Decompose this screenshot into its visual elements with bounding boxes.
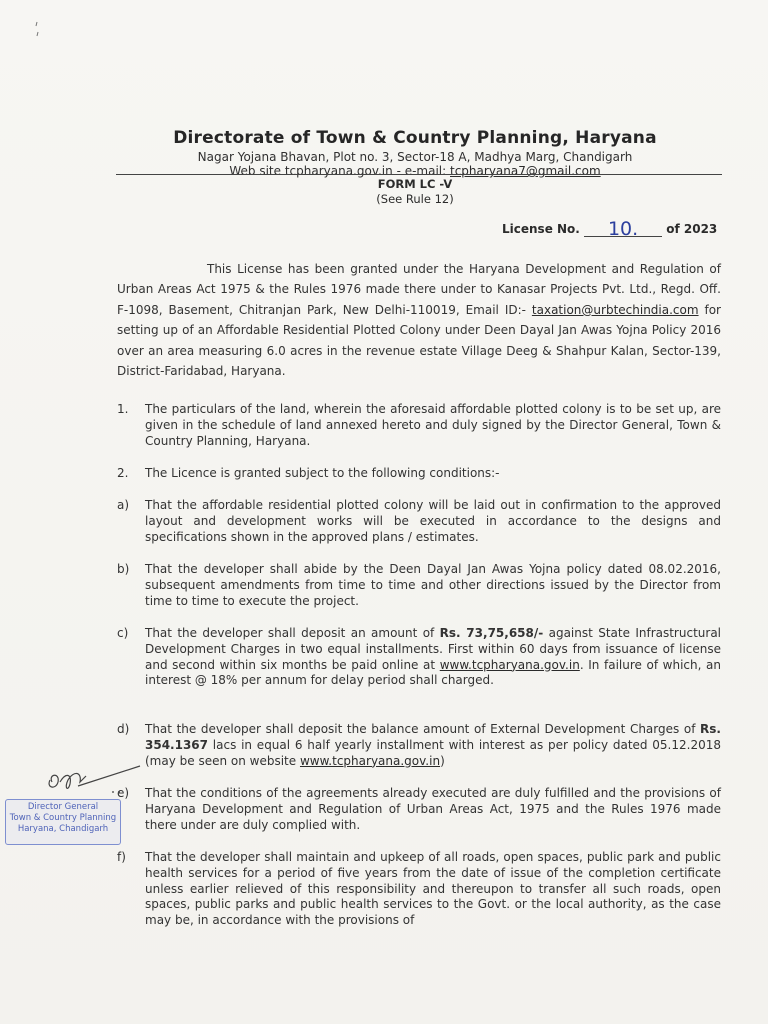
email-link[interactable]: tcpharyana7@gmail.com <box>450 164 601 178</box>
clause-text: The Licence is granted subject to the following conditions:- <box>145 466 500 480</box>
condition-c <box>117 626 721 689</box>
stamp-line-3: Haryana, Chandigarh <box>17 824 109 834</box>
condition-d-text-3: ) <box>440 753 445 768</box>
condition-b <box>117 562 721 609</box>
organization-address: Nagar Yojana Bhavan, Plot no. 3, Sector-18 A, Madhya Marg, Chandigarh <box>197 150 633 164</box>
stamp-line-2: Town & Country Planning <box>9 813 117 823</box>
sidc-amount: Rs. 73,75,658/- <box>439 626 544 640</box>
license-label: License No. <box>502 222 585 236</box>
condition-text: That the developer shall abide by the Deen Dayal Jan Awas Yojna policy dated 08.02.2016, subsequent amendments from time to time and other directions issued by the Director from time to time to execute the project. <box>145 562 721 608</box>
corner-pen-mark <box>32 20 42 40</box>
organization-title: Directorate of Town & Country Planning, Haryana <box>173 128 657 148</box>
rule-reference: (See Rule 12) <box>376 192 454 206</box>
clause-1 <box>117 402 721 449</box>
condition-label: f) <box>117 850 126 864</box>
condition-label: e) <box>117 786 130 800</box>
condition-c-text-1: That the developer shall deposit an amount of <box>145 626 440 640</box>
intro-text-2: for setting up of an Affordable Residential Plotted Colony under Deen Dayal Jan Awas Yojna Policy 2016 over an area measuring 6.0 acres in the revenue estate Village Deeg & Shahpur Kalan, Sector-139, District-Faridabad, Haryana. <box>117 302 721 379</box>
official-stamp <box>5 799 121 845</box>
condition-text: That the affordable residential plotted colony will be laid out in confirmation to the approved layout and development works will be executed in accordance to the designs and specifications shown in the approved plans / estimates. <box>145 498 721 544</box>
license-number-line <box>502 218 718 240</box>
condition-label: c) <box>117 626 129 640</box>
stamp-line-1: Director General <box>27 802 99 812</box>
condition-text: That the conditions of the agreements already executed are duly fulfilled and the provisions of Haryana Development and Regulation of Urban Areas Act, 1975 and the Rules 1976 made there under are duly complied with. <box>145 786 721 832</box>
website-link[interactable]: www.tcpharyana.gov.in <box>439 657 580 672</box>
condition-f <box>117 850 721 929</box>
condition-a <box>117 498 721 545</box>
clause-2 <box>117 466 721 482</box>
condition-label: d) <box>117 722 130 736</box>
license-year: of 2023 <box>662 222 718 236</box>
website-link[interactable]: www.tcpharyana.gov.in <box>299 753 441 768</box>
clause-label: 2. <box>117 466 129 480</box>
condition-d <box>117 722 721 769</box>
form-title: FORM LC -V <box>377 177 453 191</box>
header-divider <box>116 174 722 175</box>
intro-email-link[interactable]: taxation@urbtechindia.com <box>531 302 699 317</box>
condition-d-text-2: lacs in equal 6 half yearly installment with interest as per policy dated 05.12.2018 (may be seen on website <box>145 737 721 768</box>
condition-c-text-2: against State Infrastructural Development Charges in two equal installments. First within 60 days from issuance of license and second within six months be paid online at <box>145 626 722 672</box>
condition-text <box>145 626 721 689</box>
edc-amount: Rs. 354.1367 <box>145 722 721 752</box>
website-text: Web site tcpharyana.gov.in - e-mail: <box>229 164 450 178</box>
condition-label: a) <box>117 498 130 512</box>
contact-line <box>110 164 720 178</box>
condition-c-text-3: . In failure of which, an interest @ 18% per annum for delay period shall charged. <box>145 657 722 688</box>
condition-label: b) <box>117 562 130 576</box>
letterhead <box>110 128 720 178</box>
intro-paragraph <box>117 259 721 381</box>
clause-text: The particulars of the land, wherein the aforesaid affordable plotted colony is to be set up, are given in the schedule of land annexed hereto and duly signed by the Director General, Town & Country Planning, Haryana. <box>145 402 721 448</box>
clause-label: 1. <box>117 402 129 416</box>
condition-text: That the developer shall maintain and upkeep of all roads, open spaces, public park and public health services for a period of five years from the date of issue of the completion certificate unless earlier relieved of this responsibility and thereupon to transfer all such roads, open spaces, public parks and public health services to the Govt. or the local authority, as the case may be, in accordance with the provisions of <box>145 850 721 928</box>
condition-text <box>145 722 721 769</box>
condition-d-text-1: That the developer shall deposit the balance amount of External Development Charges of <box>145 722 701 736</box>
intro-text-1: This License has been granted under the Haryana Development and Regulation of Urban Areas Act 1975 & the Rules 1976 made there under to Kanasar Projects Pvt. Ltd., Regd. Off. F-1098, Basement, Chitranjan Park, New Delhi-110019, Email ID:- <box>117 262 721 317</box>
condition-e <box>117 786 721 833</box>
license-number-handwritten: 10. <box>584 222 662 237</box>
